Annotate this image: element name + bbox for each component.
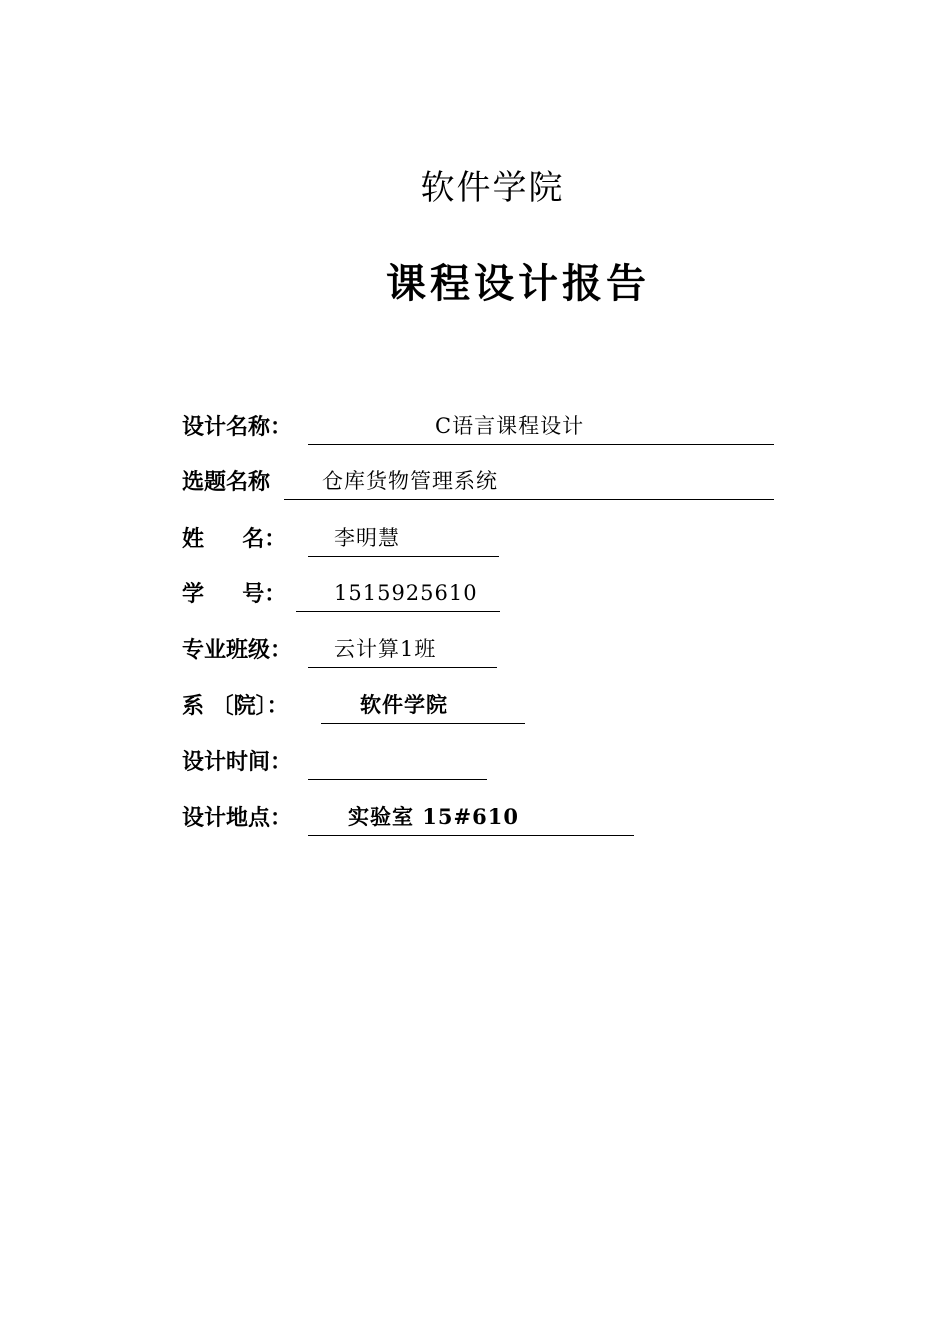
design-location-label: 设计地点： xyxy=(182,806,293,831)
college-name: 软件学院 xyxy=(420,168,565,208)
major-class-label: 专业班级： xyxy=(182,638,293,663)
name-label: 姓 名： xyxy=(182,527,287,552)
design-name-label: 设计名称： xyxy=(182,415,293,440)
design-time-label: 设计时间： xyxy=(182,750,293,775)
department-value: 软件学院 xyxy=(360,692,448,717)
design-time-underline xyxy=(308,745,487,780)
topic-name-value: 仓库货物管理系统 xyxy=(322,469,498,493)
student-id-label: 学 号： xyxy=(182,582,287,607)
design-location-value: 实验室 15#610 xyxy=(348,804,519,829)
department-label: 系 〔院〕： xyxy=(182,694,289,719)
design-name-value: C语言课程设计 xyxy=(435,414,585,438)
name-value: 李明慧 xyxy=(334,526,400,550)
major-class-value: 云计算1班 xyxy=(334,637,437,661)
student-id-value: 1515925610 xyxy=(334,581,478,605)
topic-name-label: 选题名称 xyxy=(182,470,271,495)
report-title: 课程设计报告 xyxy=(386,261,650,307)
